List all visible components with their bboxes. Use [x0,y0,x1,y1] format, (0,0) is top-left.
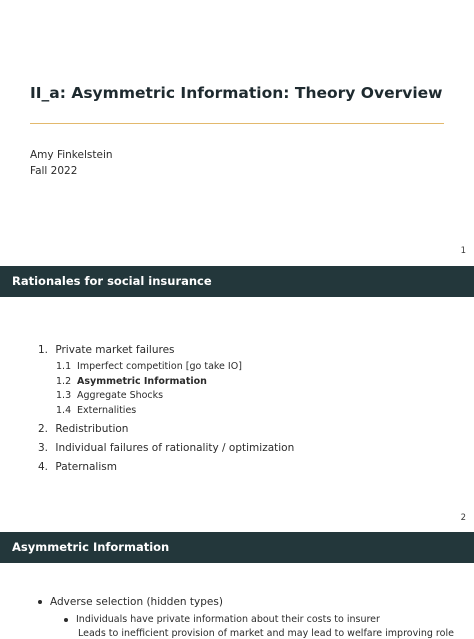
sub-bullet-item [64,614,380,625]
title-rule [30,123,444,124]
bullet-icon [38,600,42,604]
sub-list [56,360,294,418]
frame-title: Rationales for social insurance [12,274,212,288]
date: Fall 2022 [30,165,78,177]
sub-number: 1.4 [56,404,72,416]
list-item [38,420,294,439]
sub-number: 1.3 [56,390,72,401]
item-number: 1. [38,344,49,356]
frame-header [0,266,474,297]
enumerated-list [38,341,294,477]
sub-label: Externalities [77,404,137,416]
list-item [38,341,294,360]
item-label: Paternalism [55,461,117,473]
list-item [38,458,294,477]
frame-header [0,532,474,563]
bullet-icon [64,618,68,622]
item-label: Redistribution [55,423,129,435]
asymmetric-info-slide [0,532,474,639]
title-slide [0,0,474,266]
list-item [38,439,294,458]
sub-number: 1.1 [56,361,72,372]
sub-bullet-label: Individuals have private information about their costs to insurer [76,614,380,625]
bullet-label: Adverse selection (hidden types) [50,596,223,608]
page-number: 1 [460,246,466,256]
sub-bullet-fragment: Leads to inefficient provision of market and may lead to welfare improving role [78,628,454,639]
page-number: 2 [460,513,466,523]
sub-item [56,389,294,404]
sub-number: 1.2 [56,375,72,387]
sub-item [56,375,294,390]
sub-label: Imperfect competition [go take IO] [77,361,242,372]
sub-label-bold: Asymmetric Information [77,375,207,387]
item-number: 3. [38,442,49,454]
frame-title: Asymmetric Information [12,540,170,554]
author: Amy Finkelstein [30,149,113,161]
item-label: Private market failures [55,344,175,356]
sub-label: Aggregate Shocks [77,390,164,401]
sub-item [56,360,294,375]
rationales-slide [0,266,474,532]
bullet-item [38,596,223,608]
item-number: 4. [38,461,49,473]
sub-item [56,404,294,419]
slide-title: II_a: Asymmetric Information: Theory Overview [30,84,443,102]
item-label: Individual failures of rationality / optimization [55,442,295,454]
item-number: 2. [38,423,49,435]
